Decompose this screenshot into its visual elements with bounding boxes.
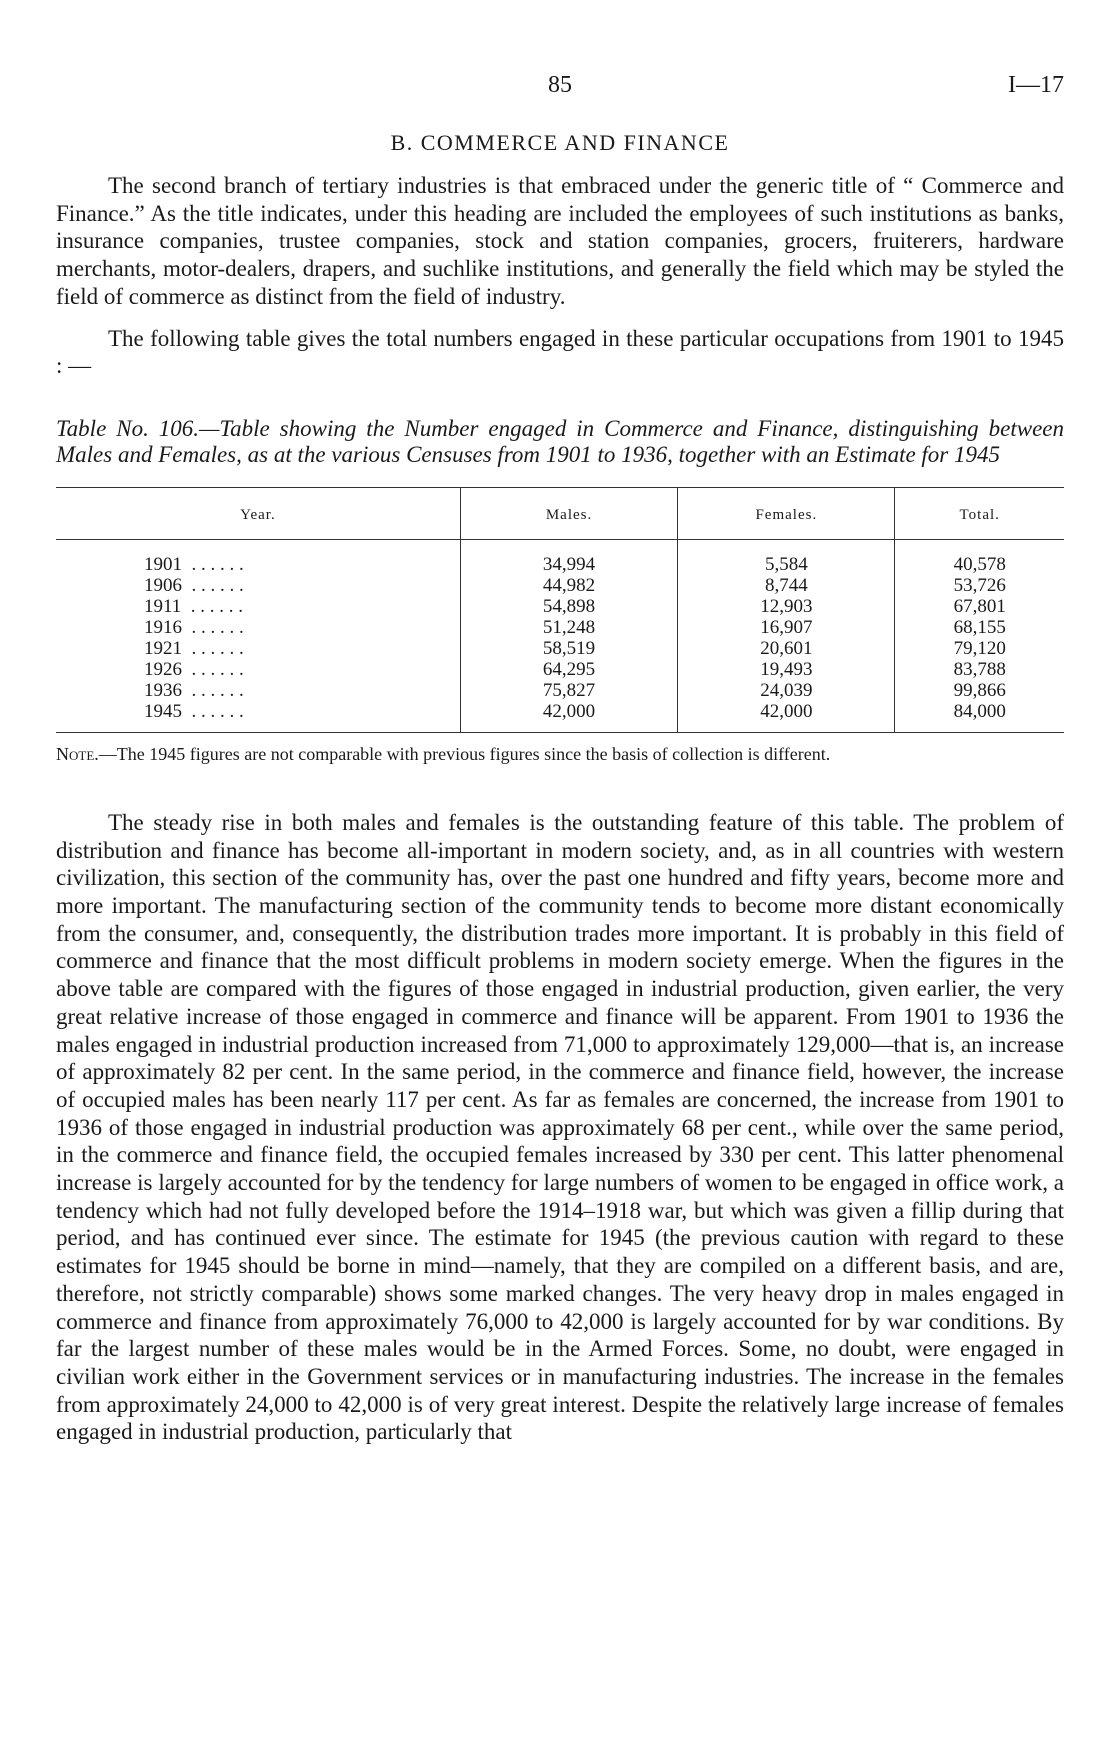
females-cell: 16,907 <box>678 617 895 638</box>
females-cell: 8,744 <box>678 575 895 596</box>
males-cell: 75,827 <box>460 680 677 701</box>
females-cell: 20,601 <box>678 638 895 659</box>
males-cell: 51,248 <box>460 617 677 638</box>
females-cell: 12,903 <box>678 596 895 617</box>
paragraph-analysis: The steady rise in both males and females is the outstanding feature of this table. The problem of distribution and finance has become all-important in modern society, and, as in all countries with western civilization, this section of the community has, over the past one hundred and fifty years, become more and more important. The manufacturing section of the community tends to become more distant economically from the consumer, and, consequently, the distribution trades more important. It is probably in this field of commerce and finance that the most difficult problems in modern society emerge. When the figures in the above table are compared with the figures of those engaged in industrial production, given earlier, the very great relative increase of those engaged in commerce and finance will be apparent. From 1901 to 1936 the males engaged in industrial production increased from 71,000 to approximately 129,000—that is, an increase of approximately 82 per cent. In the same period, in the commerce and finance field, however, the increase of occupied males has been nearly 117 per cent. As far as females are concerned, the increase from 1901 to 1936 of those engaged in industrial production was approximately 68 per cent., while over the same period, in the commerce and finance field, the occupied females increased by 330 per cent. This latter phenomenal increase is largely accounted for by the tendency for large numbers of women to be engaged in office work, a tendency which had not fully developed before the 1914–1918 war, but which was given a fillip during that period, and has continued ever since. The estimate for 1945 (the previous caution with regard to these estimates for 1945 should be borne in mind—namely, that they are compiled on a different basis, and are, therefore, not strictly comparable) shows some marked changes. The very heavy drop in males engaged in commerce and finance from approximately 76,000 to 42,000 is largely accounted for by war conditions. By far the largest number of these males would be in the Armed Forces. Some, no doubt, were engaged in civilian work either in the Government services or in manufacturing industries. The increase in the females from approximately 24,000 to 42,000 is of very great interest. Despite the relatively large increase of females engaged in industrial production, particularly that <box>56 809 1064 1445</box>
total-cell: 68,155 <box>895 617 1064 638</box>
year-value: 1945 <box>144 700 182 722</box>
table-row <box>56 596 1064 617</box>
males-cell: 34,994 <box>460 539 677 575</box>
year-cell <box>56 659 460 680</box>
total-cell: 99,866 <box>895 680 1064 701</box>
paragraph-table-intro: The following table gives the total numbers engaged in these particular occupations from 1901 to 1945 : — <box>56 325 1064 379</box>
table-row <box>56 701 1064 732</box>
year-value: 1936 <box>144 679 182 701</box>
table-note <box>56 743 1064 765</box>
year-value: 1901 <box>144 553 182 575</box>
females-cell: 24,039 <box>678 680 895 701</box>
year-cell <box>56 701 460 732</box>
total-cell: 83,788 <box>895 659 1064 680</box>
data-table-frame <box>56 487 1064 733</box>
males-cell: 58,519 <box>460 638 677 659</box>
header-total: Total. <box>895 488 1064 540</box>
year-cell <box>56 638 460 659</box>
commerce-finance-table <box>56 488 1064 732</box>
document-page <box>56 72 1064 1446</box>
year-cell <box>56 539 460 575</box>
total-cell: 67,801 <box>895 596 1064 617</box>
males-cell: 54,898 <box>460 596 677 617</box>
year-value: 1916 <box>144 616 182 638</box>
dot-leader: . . . . . . <box>191 637 244 659</box>
paragraph-intro: The second branch of tertiary industries is that embraced under the generic title of “ Commerce and Finance.” As the title indicates, under this heading are included the employees of such institutions as banks, insurance companies, trustee companies, stock and station companies, grocers, fruiterers, hardware merchants, motor-dealers, drapers, and suchlike institutions, and generally the field which may be styled the field of commerce as distinct from the field of industry. <box>56 173 1064 309</box>
table-header-row <box>56 488 1064 540</box>
page-reference: I—17 <box>1008 72 1064 98</box>
females-cell: 42,000 <box>678 701 895 732</box>
table-row <box>56 575 1064 596</box>
year-cell <box>56 596 460 617</box>
females-cell: 5,584 <box>678 539 895 575</box>
total-cell: 84,000 <box>895 701 1064 732</box>
year-cell <box>56 575 460 596</box>
note-text: —The 1945 figures are not comparable with previous figures since the basis of collection is different. <box>98 743 831 764</box>
total-cell: 79,120 <box>895 638 1064 659</box>
header-females: Females. <box>678 488 895 540</box>
page-number: 85 <box>548 72 572 98</box>
table-row <box>56 659 1064 680</box>
year-value: 1926 <box>144 658 182 680</box>
header-males: Males. <box>460 488 677 540</box>
males-cell: 64,295 <box>460 659 677 680</box>
table-row <box>56 680 1064 701</box>
dot-leader: . . . . . . <box>191 616 244 638</box>
males-cell: 42,000 <box>460 701 677 732</box>
dot-leader: . . . . . . <box>191 679 244 701</box>
dot-leader: . . . . . . <box>191 574 244 596</box>
year-value: 1911 <box>144 595 182 617</box>
table-caption: Table No. 106.—Table showing the Number engaged in Commerce and Finance, distinguishing between Males and Females, as at the various Censuses from 1901 to 1936, together with an Estimate for 1945 <box>56 415 1064 468</box>
table-row <box>56 539 1064 575</box>
header-year: Year. <box>56 488 460 540</box>
note-label: Note. <box>56 743 99 764</box>
total-cell: 40,578 <box>895 539 1064 575</box>
dot-leader: . . . . . . <box>191 658 244 680</box>
table-row <box>56 617 1064 638</box>
year-cell <box>56 617 460 638</box>
dot-leader: . . . . . . <box>191 553 244 575</box>
page-header <box>56 72 1064 112</box>
males-cell: 44,982 <box>460 575 677 596</box>
dot-leader: . . . . . . <box>190 595 244 617</box>
section-spacer <box>56 765 1064 809</box>
table-row <box>56 638 1064 659</box>
dot-leader: . . . . . . <box>191 700 244 722</box>
year-value: 1921 <box>144 637 182 659</box>
year-value: 1906 <box>144 574 182 596</box>
total-cell: 53,726 <box>895 575 1064 596</box>
year-cell <box>56 680 460 701</box>
females-cell: 19,493 <box>678 659 895 680</box>
section-title: B. COMMERCE AND FINANCE <box>390 130 730 155</box>
